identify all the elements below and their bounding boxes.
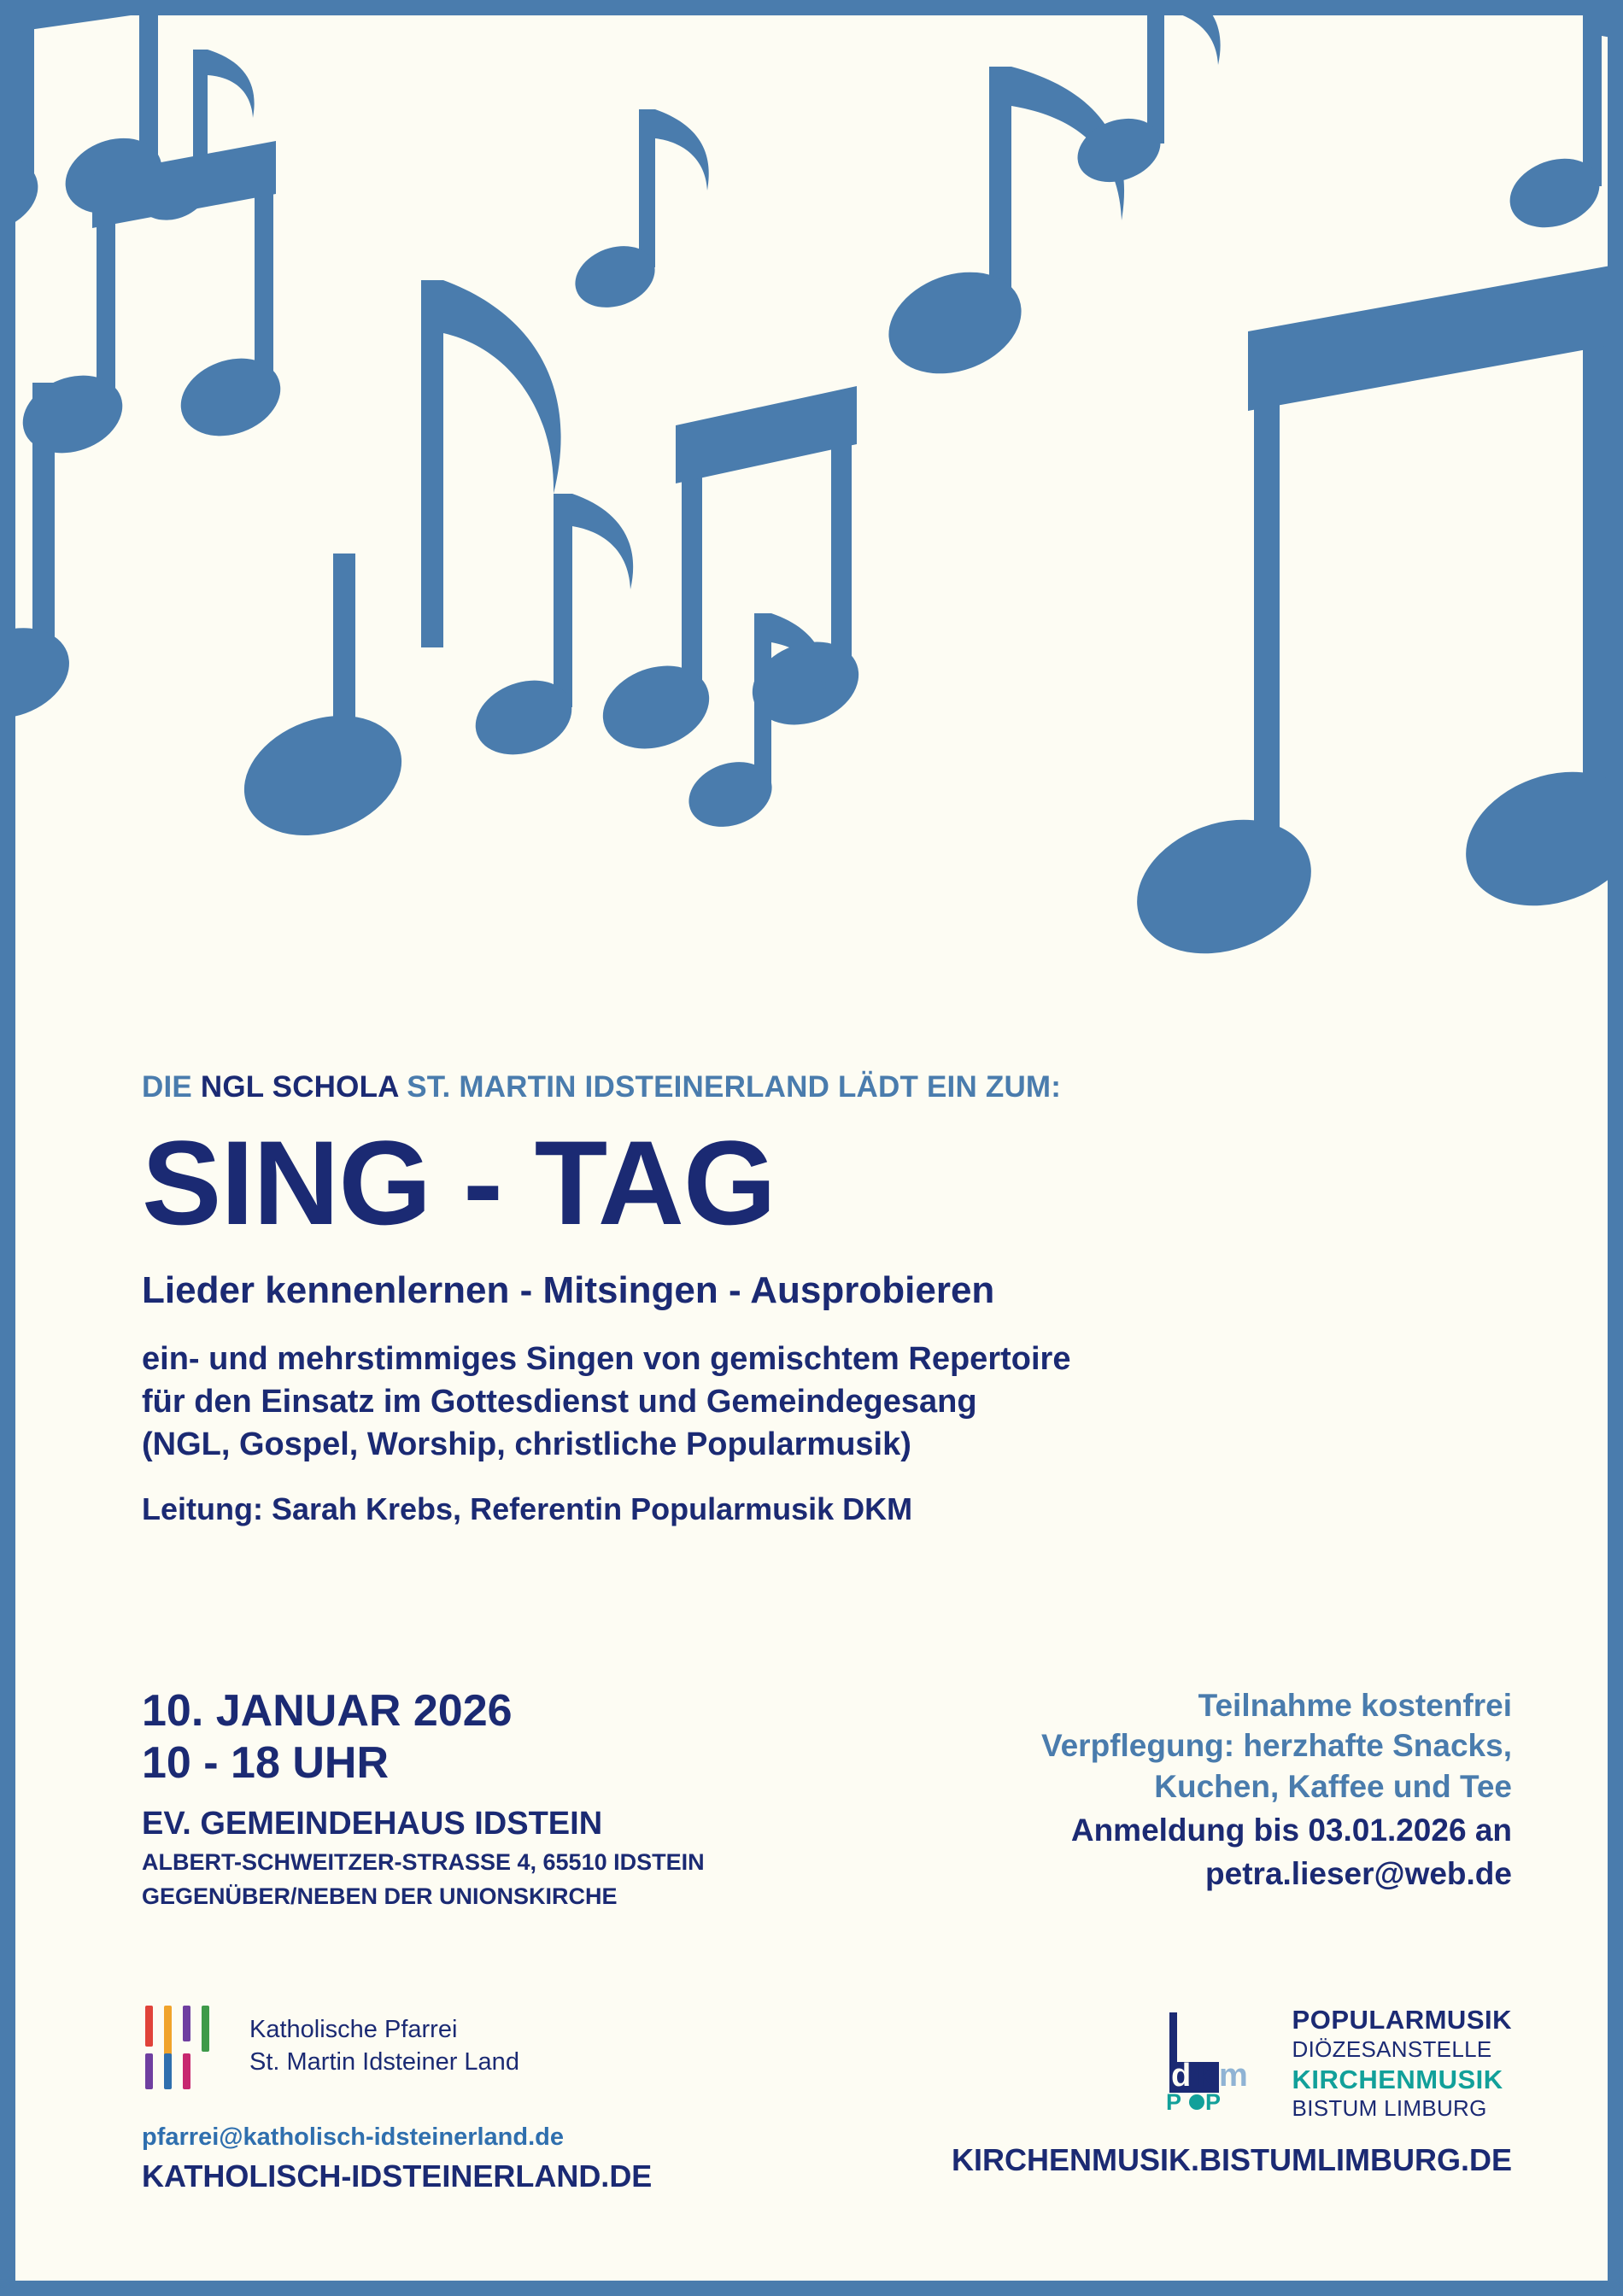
poster-footer bbox=[15, 1997, 1623, 2279]
svg-text:P: P bbox=[1204, 2088, 1221, 2115]
eyebrow-line bbox=[142, 1070, 1623, 1104]
svg-text:m: m bbox=[1218, 2057, 1248, 2094]
parish-logo bbox=[142, 2006, 519, 2088]
event-address-line-2: GEGENÜBER/NEBEN DER UNIONSKIRCHE bbox=[142, 1883, 618, 1910]
registration-deadline: Anmeldung bis 03.01.2026 an bbox=[1070, 1813, 1512, 1848]
dkm-logo bbox=[1144, 2004, 1512, 2123]
event-details-left bbox=[142, 1685, 705, 1912]
parish-website[interactable]: KATHOLISCH-IDSTEINERLAND.DE bbox=[142, 2158, 653, 2194]
event-address-line-1: ALBERT-SCHWEITZER-STRASSE 4, 65510 IDSTEIN bbox=[142, 1848, 705, 1875]
parish-email[interactable]: pfarrei@katholisch-idsteinerland.de bbox=[142, 2123, 565, 2151]
parish-links bbox=[142, 2123, 652, 2194]
description-line-2: für den Einsatz im Gottesdienst und Gemeindegesang bbox=[142, 1384, 977, 1420]
parish-logo-bars-icon bbox=[142, 2006, 234, 2088]
registration-email[interactable]: petra.lieser@web.de bbox=[1205, 1856, 1512, 1892]
eyebrow-part-2: NGL SCHOLA bbox=[200, 1070, 399, 1104]
catering-line-2: Kuchen, Kaffee und Tee bbox=[1154, 1768, 1512, 1804]
event-details-right bbox=[1041, 1685, 1512, 1912]
subtitle: Lieder kennenlernen - Mitsingen - Ausprobieren bbox=[142, 1269, 995, 1311]
svg-text:P: P bbox=[1165, 2088, 1181, 2115]
page-title: SING - TAG bbox=[142, 1116, 776, 1250]
event-venue: EV. GEMEINDEHAUS IDSTEIN bbox=[142, 1805, 603, 1842]
dkm-logo-text bbox=[1292, 2004, 1512, 2123]
dkm-line-4: BISTUM LIMBURG bbox=[1292, 2095, 1487, 2122]
dkm-line-3: KIRCHENMUSIK bbox=[1292, 2064, 1503, 2094]
music-notes-decoration bbox=[15, 15, 1623, 1032]
description-line-3: (NGL, Gospel, Worship, christliche Popularmusik) bbox=[142, 1426, 911, 1463]
dkm-logo-mark-icon bbox=[1144, 2012, 1280, 2115]
svg-text:d: d bbox=[1170, 2057, 1191, 2094]
participation-free-line-1: Teilnahme kostenfrei bbox=[1198, 1688, 1512, 1723]
poster-content bbox=[15, 1032, 1623, 1527]
parish-logo-text bbox=[249, 2014, 519, 2078]
eyebrow-part-1: DIE bbox=[142, 1070, 201, 1104]
parish-logo-line-1: Katholische Pfarrei bbox=[249, 2016, 458, 2044]
dkm-line-2: DIÖZESANSTELLE bbox=[1292, 2035, 1492, 2062]
dkm-website[interactable]: KIRCHENMUSIK.BISTUMLIMBURG.DE bbox=[952, 2142, 1512, 2177]
event-details bbox=[15, 1685, 1623, 1912]
catering-line-1: Verpflegung: herzhafte Snacks, bbox=[1040, 1728, 1512, 1764]
event-date: 10. JANUAR 2026 bbox=[142, 1686, 513, 1736]
leitung-line: Leitung: Sarah Krebs, Referentin Popularmusik DKM bbox=[142, 1491, 913, 1527]
event-time: 10 - 18 UHR bbox=[142, 1738, 389, 1789]
svg-text:k: k bbox=[1196, 2057, 1215, 2094]
dkm-line-1: POPULARMUSIK bbox=[1292, 2005, 1512, 2035]
parish-logo-line-2: St. Martin Idsteiner Land bbox=[249, 2048, 519, 2076]
description bbox=[142, 1338, 1623, 1466]
eyebrow-part-3: ST. MARTIN IDSTEINERLAND LÄDT EIN ZUM: bbox=[398, 1070, 1062, 1104]
description-line-1: ein- und mehrstimmiges Singen von gemischtem Repertoire bbox=[142, 1341, 1071, 1377]
